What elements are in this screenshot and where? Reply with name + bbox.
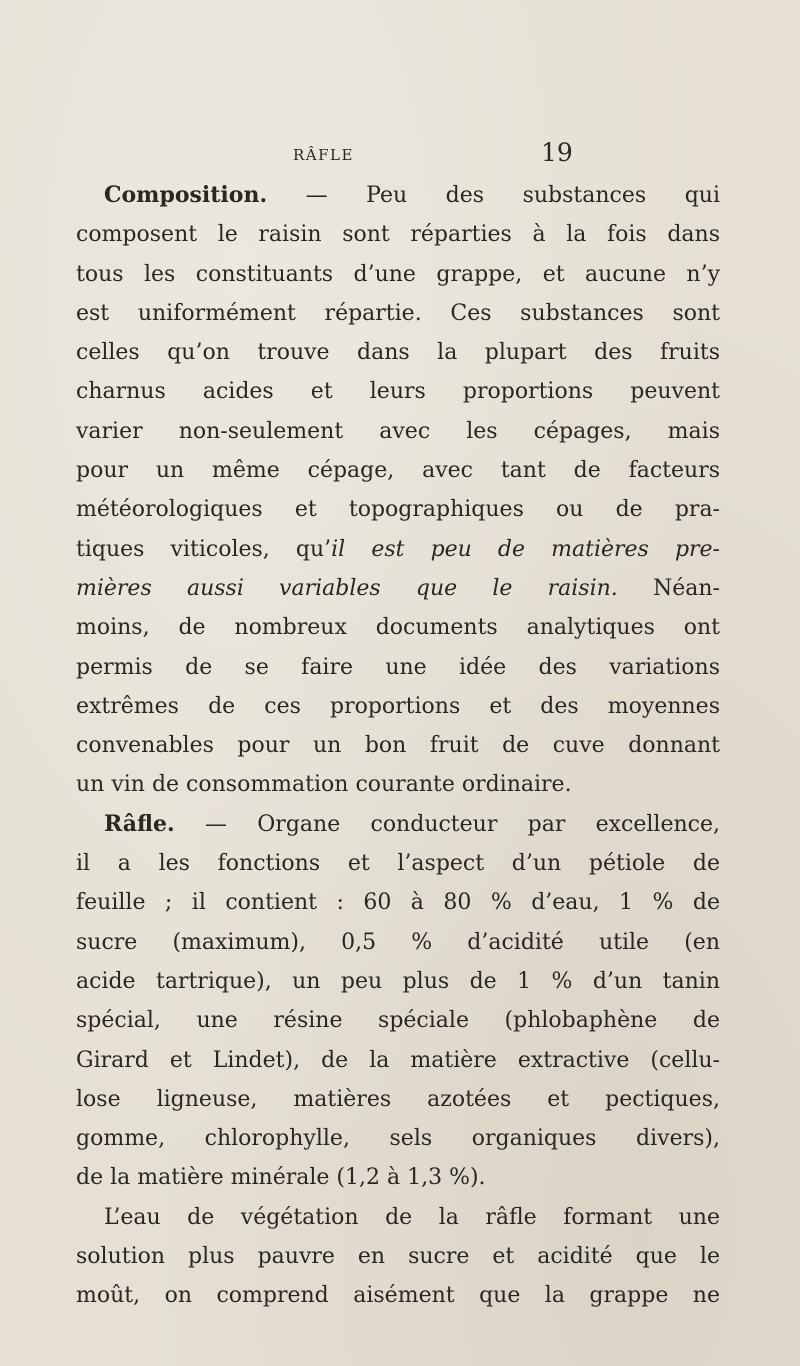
text-segment: météorologiques et topographiques ou de pra- [76, 497, 720, 523]
running-head [0, 138, 800, 174]
text-segment: il a les fonctions et l’aspect d’un pétiole de [76, 851, 720, 877]
italic-text: mières aussi variables que le raisin. [76, 575, 618, 601]
text-segment: feuille ; il contient : 60 à 80 % d’eau, 1 % de [76, 890, 720, 916]
text-line [76, 1080, 720, 1119]
text-line [76, 451, 720, 490]
text-line [76, 176, 720, 215]
text-line [76, 1158, 720, 1197]
text-segment: Néan- [617, 575, 720, 601]
text-segment: celles qu’on trouve dans la plupart des fruits [76, 340, 720, 366]
text-line [76, 569, 720, 608]
text-line [76, 765, 720, 804]
text-segment: tiques viticoles, qu’ [76, 536, 332, 562]
text-segment: L’eau de végétation de la râfle formant une [104, 1204, 720, 1230]
text-line [76, 962, 720, 1001]
text-line [76, 648, 720, 687]
text-segment: extrêmes de ces proportions et des moyennes [76, 693, 720, 719]
text-line [76, 883, 720, 922]
text-line [76, 687, 720, 726]
text-segment: gomme, chlorophylle, sels organiques divers), [76, 1126, 720, 1152]
text-segment: varier non-seulement avec les cépages, mais [76, 418, 720, 444]
text-segment: pour un même cépage, avec tant de facteurs [76, 458, 720, 484]
text-line [76, 1119, 720, 1158]
text-line [76, 805, 720, 844]
text-segment: tous les constituants d’une grappe, et aucune n’y [76, 261, 720, 287]
text-segment: lose ligneuse, matières azotées et pectiques, [76, 1086, 720, 1112]
text-segment: permis de se faire une idée des variations [76, 654, 720, 680]
text-line [76, 1041, 720, 1080]
text-line [76, 726, 720, 765]
text-segment: charnus acides et leurs proportions peuvent [76, 379, 720, 405]
text-segment: moins, de nombreux documents analytiques ont [76, 615, 720, 641]
text-segment: spécial, une résine spéciale (phlobaphène de [76, 1008, 720, 1034]
italic-text: il est peu de matières pre- [331, 536, 720, 562]
running-head-title: RÂFLE [293, 146, 354, 164]
text-line [76, 923, 720, 962]
text-line [76, 412, 720, 451]
page-number: 19 [541, 138, 573, 167]
text-line [76, 1276, 720, 1315]
text-segment: est uniformément répartie. Ces substances sont [76, 300, 720, 326]
text-segment: solution plus pauvre en sucre et acidité que le [76, 1244, 720, 1270]
text-segment: un vin de consommation courante ordinaire. [76, 772, 572, 798]
text-segment: — Organe conducteur par excellence, [174, 811, 720, 837]
text-line [76, 1237, 720, 1276]
run-in-heading: Composition. [104, 182, 268, 208]
text-segment: composent le raisin sont réparties à la fois dans [76, 222, 720, 248]
text-segment: moût, on comprend aisément que la grappe ne [76, 1283, 720, 1309]
text-line [76, 372, 720, 411]
run-in-heading: Râfle. [104, 810, 175, 837]
text-line [76, 1198, 720, 1237]
text-line [76, 1001, 720, 1040]
text-segment: de la matière minérale (1,2 à 1,3 %). [76, 1165, 486, 1191]
text-segment: sucre (maximum), 0,5 % d’acidité utile (en [76, 929, 720, 955]
text-line [76, 844, 720, 883]
text-line [76, 294, 720, 333]
text-line [76, 608, 720, 647]
text-segment: — Peu des substances qui [267, 183, 720, 208]
text-line [76, 255, 720, 294]
text-segment: Girard et Lindet), de la matière extractive (cellu- [76, 1047, 720, 1073]
text-segment: acide tartrique), un peu plus de 1 % d’un tanin [76, 968, 720, 994]
text-line [76, 530, 720, 569]
body-text [76, 176, 720, 1316]
text-segment: convenables pour un bon fruit de cuve donnant [76, 733, 720, 759]
text-line [76, 490, 720, 529]
text-line [76, 333, 720, 372]
text-line [76, 215, 720, 254]
